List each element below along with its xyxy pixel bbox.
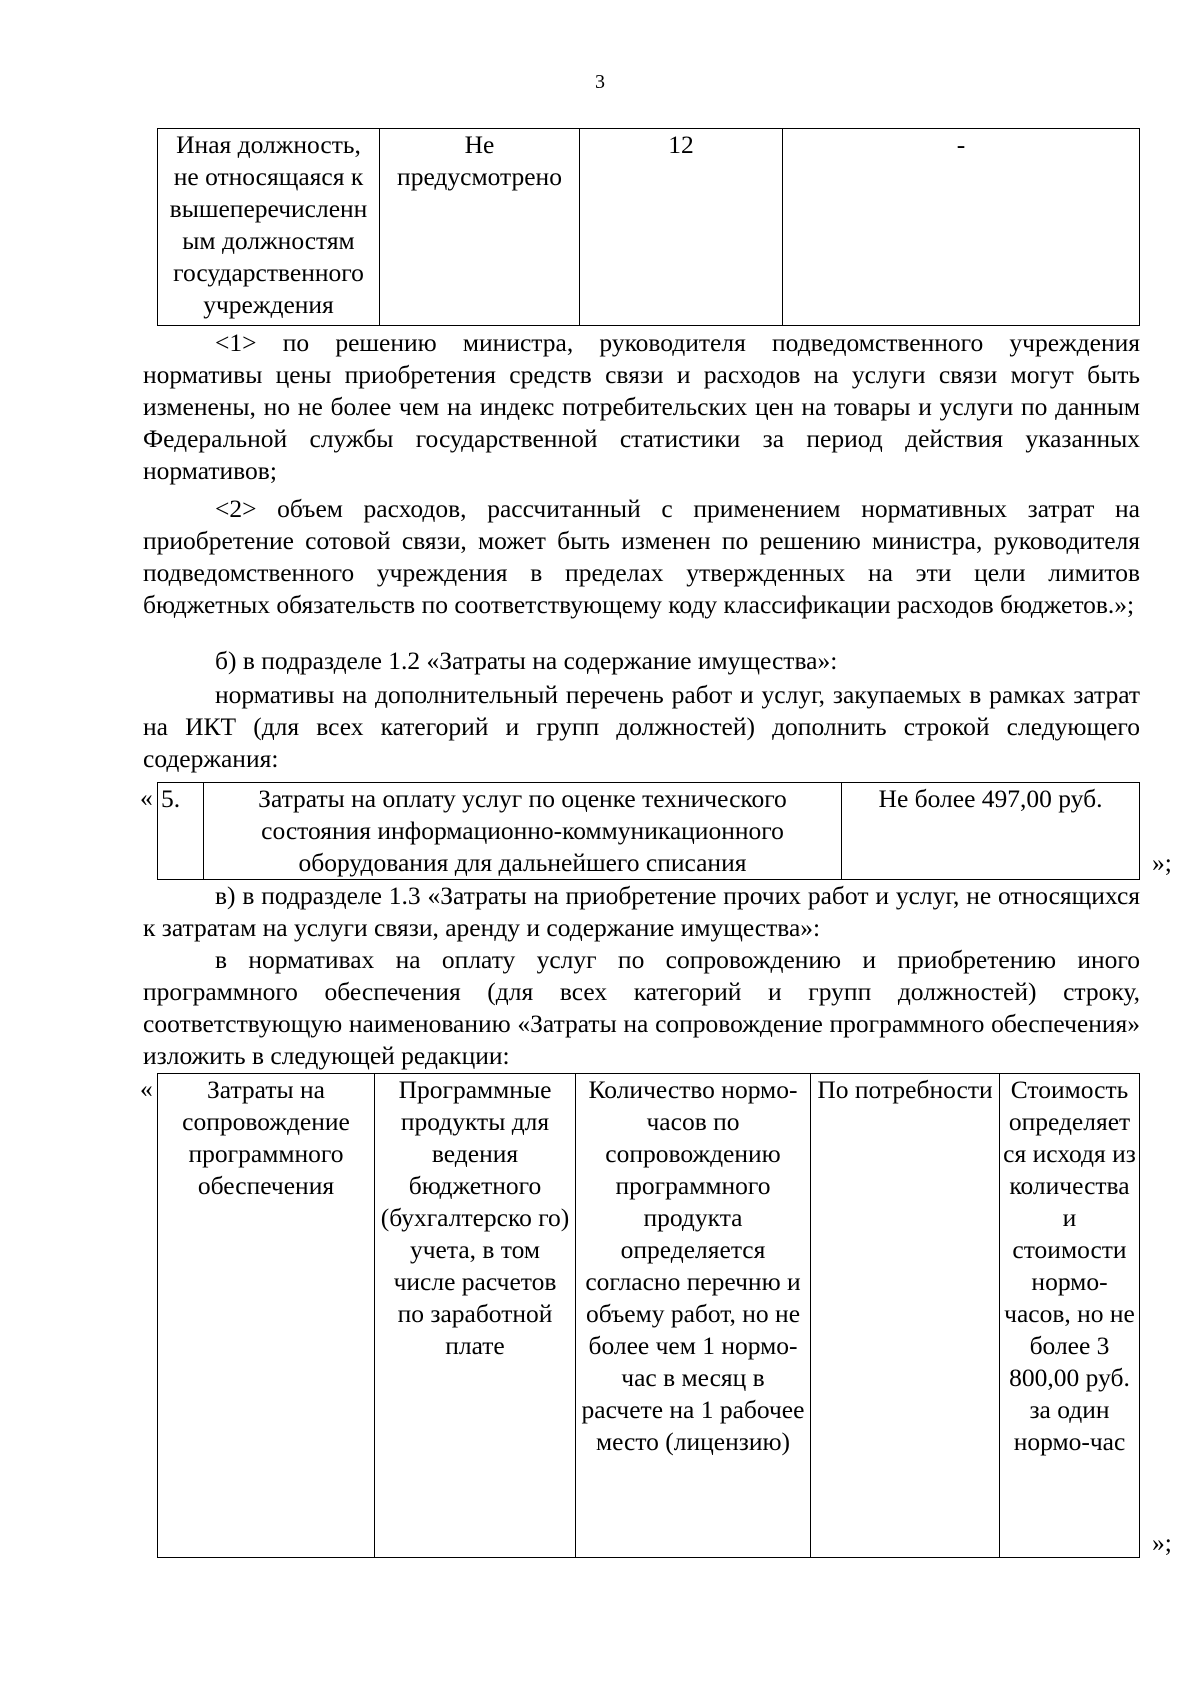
item-b: б) в подразделе 1.2 «Затраты на содержание имущества»:: [215, 646, 838, 675]
paragraph-b-text: нормативы на дополнительный перечень работ и услуг, закупаемых в рамках затрат на ИКТ (для всех категорий и групп должностей) дополнить строкой следующего содержания:: [143, 680, 1140, 773]
cost-norm-cell: Не более 497,00 руб.: [842, 783, 1140, 880]
quote-open-mark: «: [140, 783, 153, 812]
cost-name-cell: Затраты на оплату услуг по оценке технического состояния информационно-коммуникационного оборудования для дальнейшего списания: [204, 783, 842, 880]
footnote-1-text: <1> по решению министра, руководителя подведомственного учреждения нормативы цены приобретения средств связи и расходов на услуги связи могут быть изменены, но не более чем на индекс потребительских цен на товары и услуги по данным Федеральной службы государственной статистики за период действия указанных нормативов;: [143, 328, 1140, 485]
paragraph-v: [143, 944, 1140, 1072]
footnote-1: [143, 327, 1140, 487]
table-row: [158, 1074, 1140, 1558]
item-v: [143, 880, 1140, 944]
quote-open-mark-2: «: [140, 1074, 153, 1103]
need-cell: По потребности: [811, 1074, 1000, 1558]
cost-cell: Стоимость определяет ся исходя из количества и стоимости нормо-часов, но не более 3 800,00 руб. за один нормо-час: [1000, 1074, 1140, 1558]
position-cell: Иная должность, не относящаяся к вышеперечисленн ым должностям государственного учреждения: [158, 129, 380, 326]
position-table: [157, 128, 1140, 326]
paragraph-v-text: в нормативах на оплату услуг по сопровождению и приобретению иного программного обеспечения (для всех категорий и групп должностей) строку, соответствующую наименованию «Затраты на сопровождение программного обеспечения» изложить в следующей редакции:: [143, 945, 1140, 1070]
quantity-cell: 12: [580, 129, 783, 326]
paragraph-b: [143, 679, 1140, 775]
table-row: [158, 129, 1140, 326]
page-number: 3: [595, 71, 605, 93]
footnote-2-text: <2> объем расходов, рассчитанный с применением нормативных затрат на приобретение сотовой связи, может быть изменен по решению министра, руководителя подведомственного учреждения в пределах утвержденных на эти цели лимитов бюджетных обязательств по соответствующему коду классификации расходов бюджетов.»;: [143, 494, 1140, 619]
row-number-cell: 5.: [158, 783, 204, 880]
price-cell: -: [783, 129, 1140, 326]
cost-type-cell: Затраты на сопровождение программного обеспечения: [158, 1074, 375, 1558]
added-row-table: [157, 782, 1140, 880]
norm-cell: Не предусмотрено: [380, 129, 580, 326]
quote-close-mark-2: »;: [1152, 1528, 1172, 1557]
software-support-table: [157, 1073, 1140, 1558]
software-products-cell: Программные продукты для ведения бюджетного (бухгалтерско го) учета, в том числе расчетов по заработной плате: [375, 1074, 576, 1558]
item-v-text: в) в подразделе 1.3 «Затраты на приобретение прочих работ и услуг, не относящихся к затратам на услуги связи, аренду и содержание имущества»:: [143, 881, 1140, 942]
quote-close-mark: »;: [1152, 848, 1172, 877]
footnote-2: [143, 493, 1140, 621]
table-row: [158, 783, 1140, 880]
hours-quantity-cell: Количество нормо-часов по сопровождению программного продукта определяется согласно перечню и объему работ, но не более чем 1 нормо-час в месяц в расчете на 1 рабочее место (лицензию): [576, 1074, 811, 1558]
